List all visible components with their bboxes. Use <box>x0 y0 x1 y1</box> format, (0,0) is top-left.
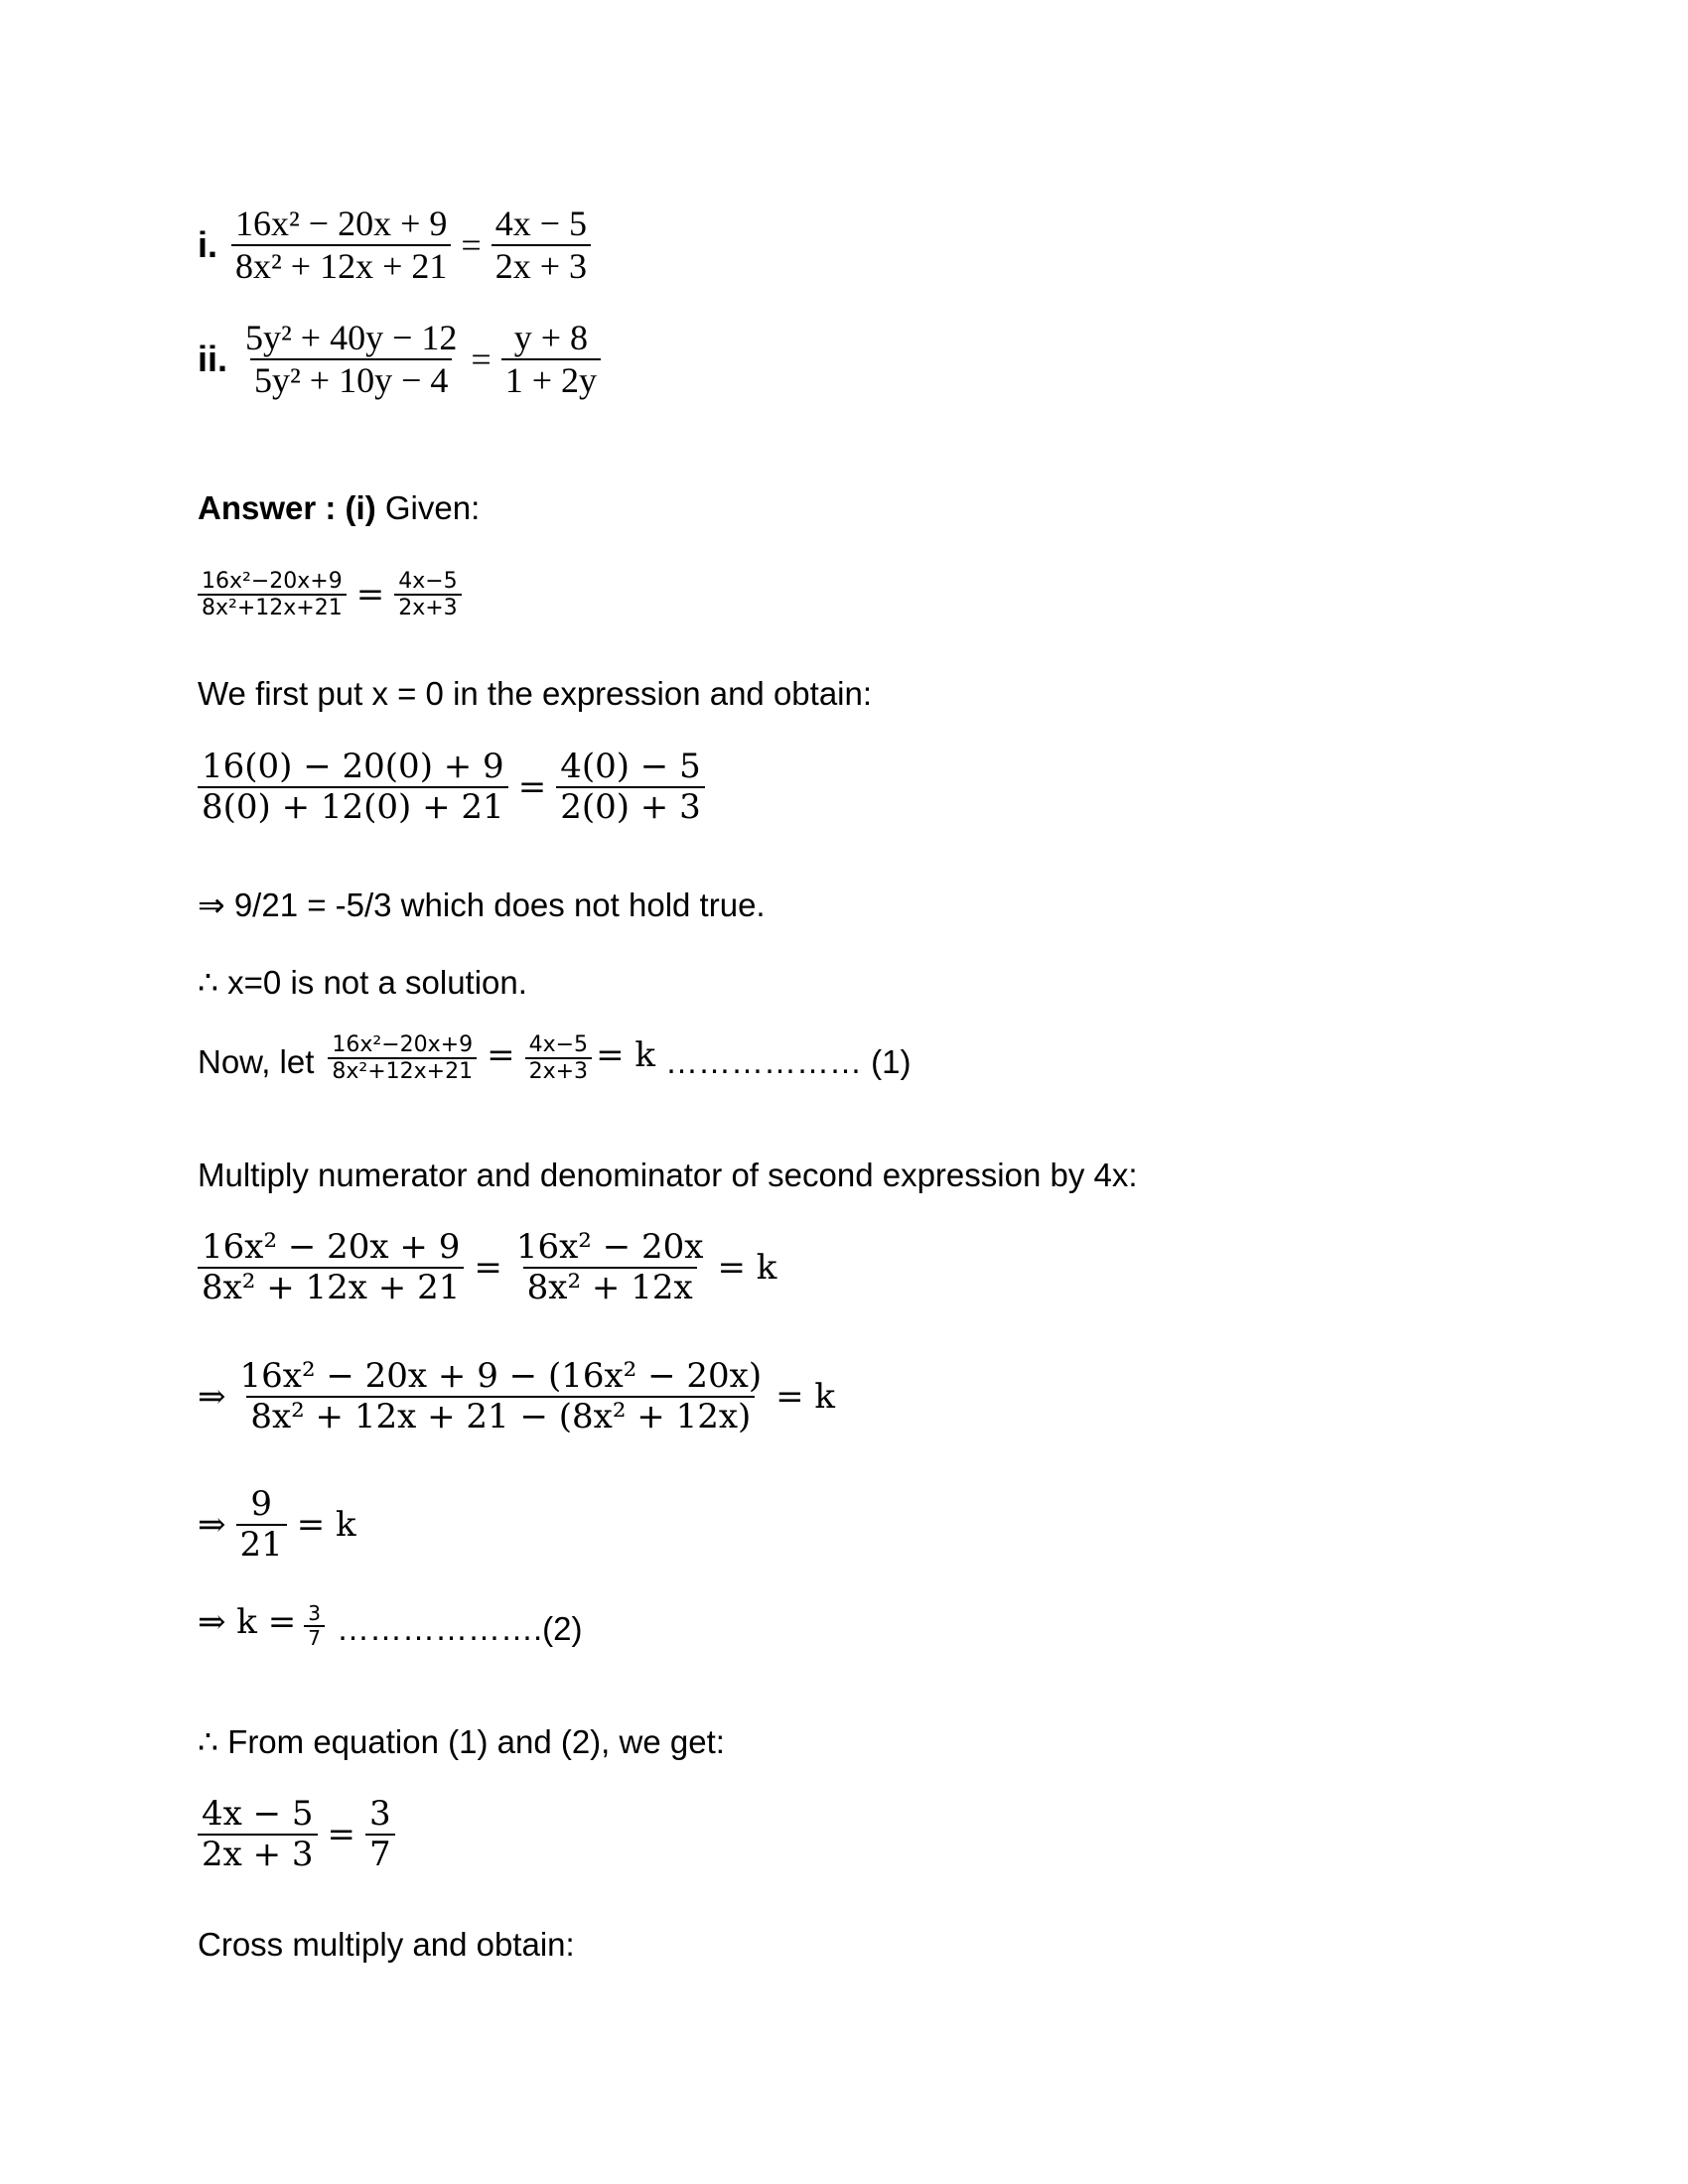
denominator: 7 <box>365 1834 395 1874</box>
fraction <box>236 1357 767 1436</box>
equals-sign: = <box>355 575 385 615</box>
numerator: 16x² − 20x + 9 − (16x² − 20x) <box>239 1356 763 1396</box>
fraction <box>198 569 347 621</box>
equals-sign: = <box>461 225 482 266</box>
numerator: 4x − 5 <box>202 1794 314 1834</box>
fraction <box>556 748 705 827</box>
text-multiply: Multiply numerator and denominator of second expression by 4x: <box>198 1157 1138 1193</box>
k-equals: ⇒ k = <box>198 1602 297 1642</box>
numerator: 5y² + 40y − 12 <box>245 318 458 357</box>
problem-ii <box>198 318 601 402</box>
answer-part: (i) <box>345 489 376 526</box>
fraction <box>198 748 508 827</box>
final-equation <box>198 1795 395 1874</box>
fraction <box>512 1228 708 1307</box>
denominator: 21 <box>236 1524 287 1565</box>
denominator: 2x + 3 <box>492 244 591 287</box>
equation-tag: ……………….(2) <box>336 1610 583 1647</box>
k-term: = k <box>296 1505 356 1546</box>
fraction <box>231 204 451 288</box>
denominator: 8x² + 12x + 21 <box>198 1267 464 1307</box>
denominator: 2x+3 <box>525 1057 592 1084</box>
fraction <box>394 569 461 621</box>
denominator: 7 <box>304 1625 325 1650</box>
numerator: 3 <box>369 1794 391 1834</box>
fraction <box>236 1485 287 1565</box>
numerator: 16x² − 20x <box>515 1227 704 1267</box>
problem-label: i. <box>198 224 218 266</box>
implies-arrow: ⇒ <box>198 1377 226 1418</box>
problem-label: ii. <box>198 339 228 380</box>
text-not-true: ⇒ 9/21 = -5/3 which does not hold true. <box>198 887 766 923</box>
denominator: 1 + 2y <box>501 358 601 401</box>
fraction <box>198 1228 464 1307</box>
numerator: 16x²−20x+9 <box>332 1032 474 1057</box>
answer-heading <box>198 489 480 527</box>
text-put-zero: We first put x = 0 in the expression and obtain: <box>198 675 873 712</box>
denominator: 8x² + 12x + 21 − (8x² + 12x) <box>246 1396 755 1436</box>
fraction <box>328 1032 477 1085</box>
k-term: = k <box>717 1248 777 1289</box>
denominator: 2(0) + 3 <box>556 786 705 827</box>
equals-sign: = <box>474 1248 502 1289</box>
equals-sign: = <box>517 767 547 808</box>
numerator: 16(0) − 20(0) + 9 <box>202 747 504 786</box>
subtract-equation <box>198 1357 835 1436</box>
denominator: 2x+3 <box>394 594 461 620</box>
fraction <box>492 204 591 288</box>
numerator: 4x − 5 <box>494 204 588 243</box>
denominator: 8x² + 12x + 21 <box>231 244 451 287</box>
numerator: 4x−5 <box>398 569 458 594</box>
fraction <box>241 318 461 402</box>
equation-tag: ……………… (1) <box>664 1042 912 1080</box>
zero-substitution-equation <box>198 748 705 827</box>
numerator: 9 <box>250 1484 272 1524</box>
text-from-eq: ∴ From equation (1) and (2), we get: <box>198 1723 725 1760</box>
numerator: 4(0) − 5 <box>560 747 701 786</box>
k-term: = k <box>596 1034 655 1075</box>
given-text: Given: <box>384 489 481 526</box>
denominator: 8x²+12x+21 <box>328 1057 477 1084</box>
numerator: 16x² − 20x + 9 <box>202 1227 461 1267</box>
equals-sign: = <box>471 340 492 380</box>
text-cross: Cross multiply and obtain: <box>198 1926 575 1963</box>
answer-label: Answer : <box>198 489 337 526</box>
denominator: 8x² + 12x <box>523 1267 697 1307</box>
denominator: 5y² + 10y − 4 <box>250 358 452 401</box>
implies-arrow: ⇒ <box>198 1505 226 1546</box>
k-value-equation <box>198 1602 582 1650</box>
equals-sign: = <box>327 1815 356 1855</box>
denominator: 8x²+12x+21 <box>198 594 347 620</box>
numerator: y + 8 <box>513 318 589 357</box>
k-term: = k <box>775 1377 835 1418</box>
ratio-equation <box>198 1485 356 1565</box>
numerator: 4x−5 <box>528 1032 589 1057</box>
numerator: 3 <box>308 1601 321 1625</box>
fraction <box>304 1602 325 1650</box>
numerator: 16x²−20x+9 <box>202 569 343 594</box>
fraction <box>501 318 601 402</box>
denominator: 8(0) + 12(0) + 21 <box>198 786 508 827</box>
now-let-equation <box>198 1032 911 1085</box>
denominator: 2x + 3 <box>198 1834 318 1874</box>
fraction <box>525 1032 592 1085</box>
fraction <box>198 1795 318 1874</box>
given-equation <box>198 569 462 621</box>
equals-sign: = <box>487 1034 515 1075</box>
problem-i <box>198 204 591 288</box>
now-let-text: Now, let <box>198 1042 315 1080</box>
numerator: 16x² − 20x + 9 <box>235 204 448 243</box>
multiply-equation <box>198 1228 776 1307</box>
text-not-solution: ∴ x=0 is not a solution. <box>198 964 527 1001</box>
fraction <box>365 1795 395 1874</box>
